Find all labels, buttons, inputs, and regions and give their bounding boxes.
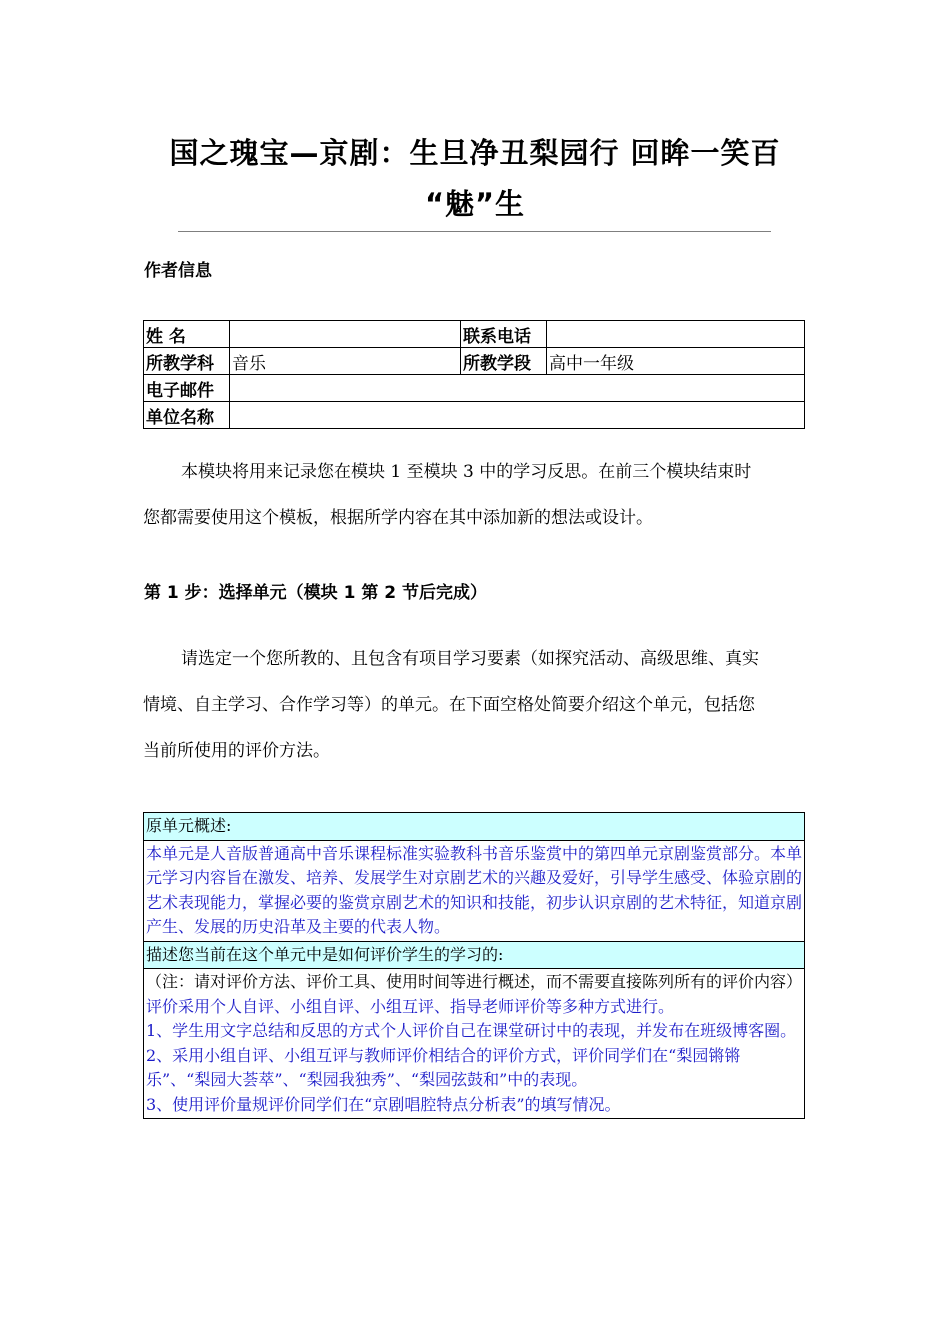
table-row [144,840,805,941]
name-value [230,321,461,348]
unit-name-label: 单位名称 [144,402,230,429]
overview-label: 原单元概述: [144,813,805,841]
author-info-heading: 作者信息 [144,261,212,281]
table-row [144,321,805,348]
table-row [144,813,805,841]
intro-line-1: 本模块将用来记录您在模块 1 至模块 3 中的学习反思。在前三个模块结束时 [181,462,752,482]
assessment-item: 3、使用评价量规评价同学们在“京剧唱腔特点分析表”的填写情况。 [146,1094,621,1114]
unit-name-value [230,402,805,429]
step1-line-3: 当前所使用的评价方法。 [143,741,330,761]
email-value [230,375,805,402]
intro-paragraph [143,449,808,541]
overview-text: 本单元是人音版普通高中音乐课程标准实验教科书音乐鉴赏中的第四单元京剧鉴赏部分。本单元学习内容旨在激发、培养、发展学生对京剧艺术的兴趣及爱好，引导学生感受、体验京剧的艺术表现能力，掌握必要的鉴赏京剧艺术的知识和技能，初步认识京剧的艺术特征，知道京剧产生、发展的历史沿革及主要的代表人物。 [144,840,805,941]
email-label: 电子邮件 [144,375,230,402]
assessment-note: （注：请对评价方法、评价工具、使用时间等进行概述，而不需要直接陈列所有的评价内容） [146,972,803,991]
author-info-table [143,320,805,429]
document-title-line-2: “魅”生 [424,187,526,221]
table-row [144,941,805,969]
assessment-item: 2、采用小组自评、小组互评与教师评价相结合的评价方式，评价同学们在“梨园锵锵乐”、“梨园大荟萃”、“梨园我独秀”、“梨园弦鼓和”中的表现。 [146,1045,741,1089]
table-row [144,969,805,1119]
unit-table [143,812,805,1119]
grade-label: 所教学段 [461,348,547,375]
step1-heading: 第 1 步：选择单元（模块 1 第 2 节后完成） [144,583,487,603]
assessment-label: 描述您当前在这个单元中是如何评价学生的学习的: [144,941,805,969]
subject-value: 音乐 [230,348,461,375]
subject-label: 所教学科 [144,348,230,375]
table-row [144,402,805,429]
phone-value [547,321,805,348]
table-row [144,375,805,402]
intro-line-2: 您都需要使用这个模板，根据所学内容在其中添加新的想法或设计。 [143,508,653,528]
grade-value: 高中一年级 [547,348,805,375]
step1-line-2: 情境、自主学习、合作学习等）的单元。在下面空格处简要介绍这个单元，包括您 [143,695,755,715]
phone-label: 联系电话 [461,321,547,348]
step1-line-1: 请选定一个您所教的、且包含有项目学习要素（如探究活动、高级思维、真实 [181,649,759,669]
document-title-line-1: 国之瑰宝—京剧：生旦净丑梨园行 回眸一笑百 [169,136,781,170]
table-row [144,348,805,375]
assessment-cell [144,969,805,1119]
title-divider [178,231,771,232]
assessment-item: 1、学生用文字总结和反思的方式个人评价自己在课堂研讨中的表现，并发布在班级博客圈。 [146,1021,797,1040]
step1-paragraph [143,636,808,774]
assessment-item: 评价采用个人自评、小组自评、小组互评、指导老师评价等多种方式进行。 [146,996,675,1016]
name-label: 姓 名 [144,321,230,348]
